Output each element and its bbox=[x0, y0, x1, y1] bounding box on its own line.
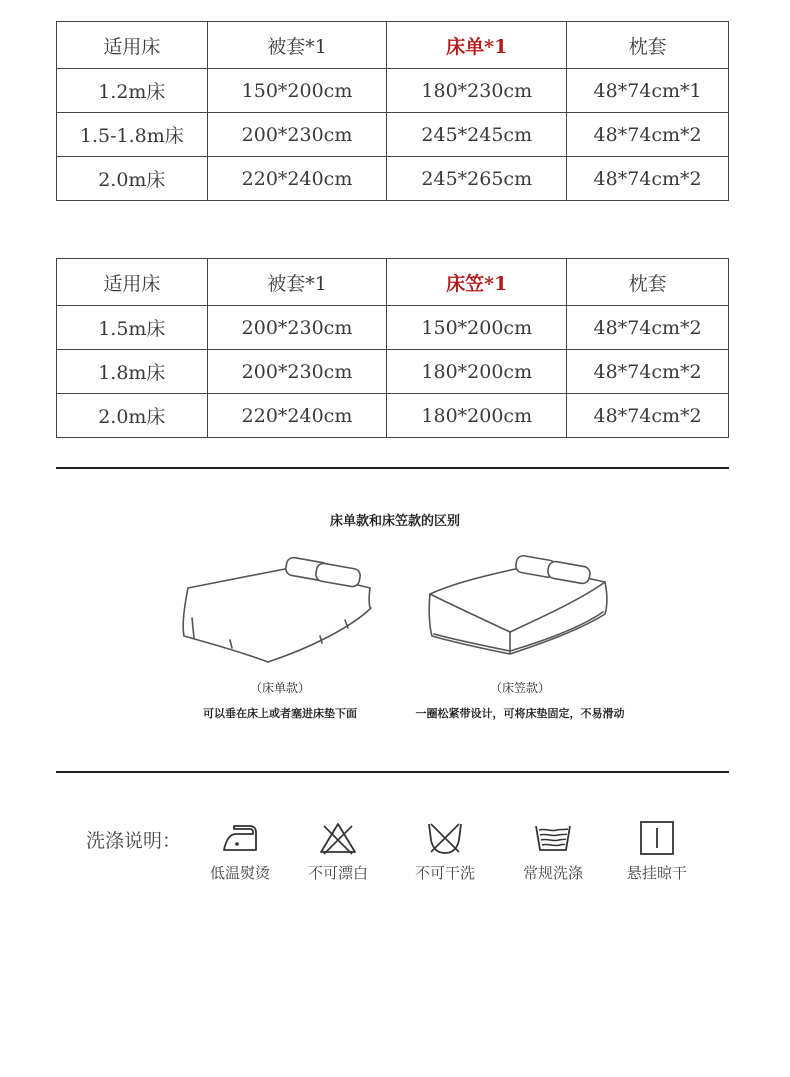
table-cell: 220*240cm bbox=[207, 157, 387, 201]
no-dry-clean-icon bbox=[425, 820, 465, 856]
normal-wash-icon bbox=[533, 820, 573, 856]
fitted-sheet-size-table bbox=[56, 258, 729, 438]
header-bed-size: 适用床 bbox=[57, 22, 208, 69]
wash-label: 悬挂晾干 bbox=[626, 864, 687, 882]
table-cell: 2.0m床 bbox=[57, 394, 208, 438]
wash-label: 不可漂白 bbox=[307, 864, 368, 882]
table-cell: 245*265cm bbox=[387, 157, 567, 201]
table-cell: 48*74cm*2 bbox=[567, 350, 729, 394]
header-bed-size: 适用床 bbox=[57, 259, 208, 306]
table-cell: 150*200cm bbox=[387, 306, 567, 350]
no-bleach-icon bbox=[318, 820, 358, 856]
table-row bbox=[57, 69, 729, 113]
table-cell: 220*240cm bbox=[207, 394, 387, 438]
fitted-sheet-description: 一圈松紧带设计，可将床垫固定，不易滑动 bbox=[415, 707, 625, 720]
table-cell: 200*230cm bbox=[207, 113, 387, 157]
header-duvet-cover: 被套*1 bbox=[207, 22, 387, 69]
header-fitted-sheet: 床笠*1 bbox=[387, 259, 567, 306]
table-cell: 48*74cm*2 bbox=[567, 306, 729, 350]
wash-item-iron bbox=[190, 820, 290, 883]
table-header-row bbox=[57, 259, 729, 306]
wash-label: 常规洗涤 bbox=[522, 864, 583, 882]
flat-sheet-label: （床单款） bbox=[249, 681, 310, 695]
hang-dry-icon bbox=[637, 820, 677, 856]
table-row bbox=[57, 306, 729, 350]
table-cell: 150*200cm bbox=[207, 69, 387, 113]
table-cell: 48*74cm*2 bbox=[567, 394, 729, 438]
table-cell: 2.0m床 bbox=[57, 157, 208, 201]
table-header-row bbox=[57, 22, 729, 69]
section-divider bbox=[56, 467, 729, 469]
header-pillowcase: 枕套 bbox=[567, 259, 729, 306]
table-row bbox=[57, 394, 729, 438]
table-cell: 48*74cm*2 bbox=[567, 157, 729, 201]
table-cell: 1.5m床 bbox=[57, 306, 208, 350]
table-cell: 48*74cm*1 bbox=[567, 69, 729, 113]
table-cell: 200*230cm bbox=[207, 350, 387, 394]
table-cell: 180*200cm bbox=[387, 350, 567, 394]
table-cell: 245*245cm bbox=[387, 113, 567, 157]
table-cell: 1.2m床 bbox=[57, 69, 208, 113]
header-pillowcase: 枕套 bbox=[567, 22, 729, 69]
flat-sheet-description: 可以垂在床上或者塞进床垫下面 bbox=[203, 707, 357, 720]
fitted-sheet-label: （床笠款） bbox=[489, 681, 550, 695]
header-flat-sheet: 床单*1 bbox=[387, 22, 567, 69]
section-divider bbox=[56, 771, 729, 773]
fitted-sheet-bed-illustration bbox=[420, 552, 620, 662]
table-cell: 200*230cm bbox=[207, 306, 387, 350]
table-cell: 1.5-1.8m床 bbox=[57, 113, 208, 157]
table-cell: 48*74cm*2 bbox=[567, 113, 729, 157]
wash-label: 不可干洗 bbox=[414, 864, 475, 882]
table-row bbox=[57, 157, 729, 201]
table-row bbox=[57, 113, 729, 157]
flat-sheet-size-table bbox=[56, 21, 729, 201]
table-row bbox=[57, 350, 729, 394]
wash-label: 低温熨烫 bbox=[209, 864, 270, 882]
comparison-title: 床单款和床笠款的区别 bbox=[329, 514, 460, 529]
wash-instructions-title: 洗涤说明： bbox=[86, 830, 182, 852]
wash-item-dry-clean bbox=[395, 820, 495, 883]
wash-item-normal-wash bbox=[503, 820, 603, 883]
flat-sheet-bed-illustration bbox=[170, 548, 390, 673]
table-cell: 180*230cm bbox=[387, 69, 567, 113]
iron-low-temp-icon bbox=[220, 820, 260, 856]
wash-item-hang-dry bbox=[607, 820, 707, 883]
header-duvet-cover: 被套*1 bbox=[207, 259, 387, 306]
table-cell: 180*200cm bbox=[387, 394, 567, 438]
wash-item-bleach bbox=[288, 820, 388, 883]
table-cell: 1.8m床 bbox=[57, 350, 208, 394]
